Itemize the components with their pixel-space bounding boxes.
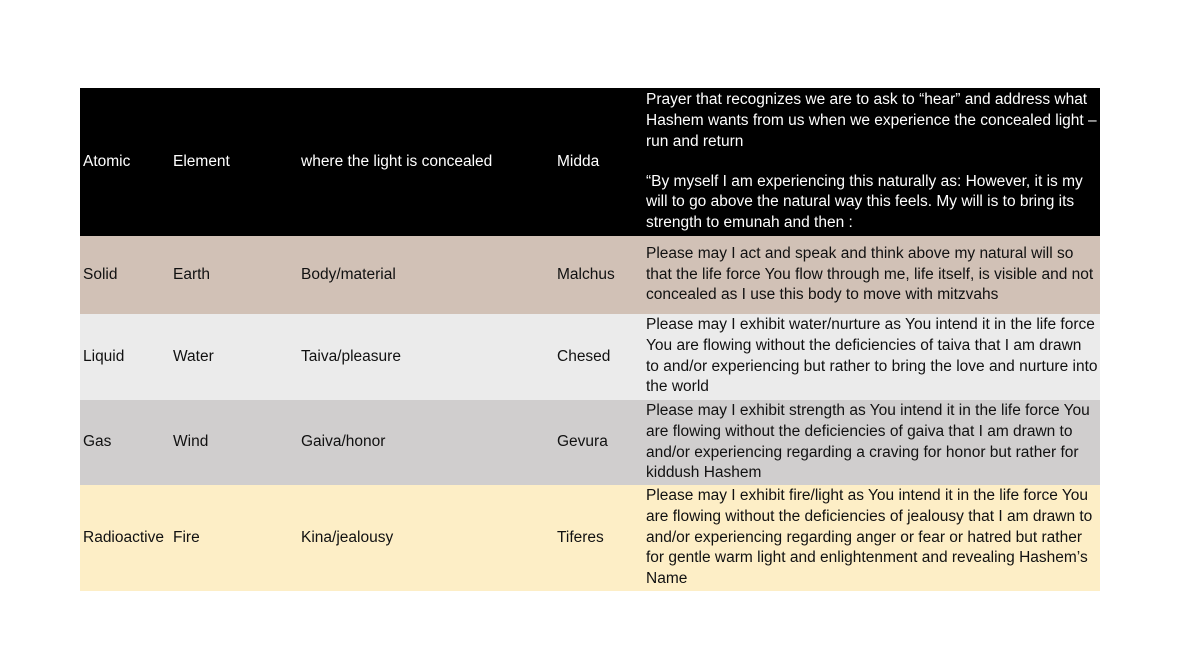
cell-atomic: Solid [83, 265, 118, 283]
table-row-radioactive [80, 485, 1100, 591]
header-element: Element [173, 152, 230, 170]
cell-midda: Malchus [557, 265, 615, 283]
cell-atomic: Liquid [83, 347, 125, 365]
prayer-text: Please may I act and speak and think above my natural will so that the life force You flow through me, life itself, is visible and not concealed as I use this body to move with mitzvahs [646, 244, 1094, 304]
cell-midda: Gevura [557, 433, 608, 451]
header-atomic: Atomic [83, 152, 131, 170]
header-prayer-intro: Prayer that recognizes we are to ask to “hear” and address what Hashem wants from us when we experience the concealed light – run and return [646, 91, 1097, 150]
cell-element: Earth [173, 265, 211, 283]
cell-concealed: Taiva/pleasure [301, 347, 401, 365]
prayer-text: Please may I exhibit water/nurture as You intend it in the life force You are flowing without the deficiencies of taiva that I am drawn to and/or experiencing but rather to bring the love and nurture into the world [646, 316, 1098, 396]
table-row-solid [80, 236, 1100, 314]
table-row-gas [80, 400, 1100, 485]
cell-prayer [643, 314, 1100, 400]
cell-element: Wind [173, 433, 209, 451]
header-midda: Midda [557, 152, 600, 170]
cell-prayer [643, 400, 1100, 485]
prayer-text: Please may I exhibit fire/light as You intend it in the life force You are flowing without the deficiencies of jealousy that I am drawn to and/or experiencing regarding anger or fear or hatred but rather for gentle warm light and enlightenment and revealing Hashem’s Name [646, 487, 1093, 588]
cell-midda: Tiferes [557, 528, 604, 546]
cell-atomic: Gas [83, 433, 112, 451]
cell-prayer [643, 485, 1100, 591]
cell-midda: Chesed [557, 347, 611, 365]
cell-element: Fire [173, 528, 200, 546]
table-row-liquid [80, 314, 1100, 400]
prayer-text: Please may I exhibit strength as You intend it in the life force You are flowing without the deficiencies of gaiva that I am drawn to and/or experiencing regarding a craving for honor but rather for kiddush Hashem [646, 402, 1090, 482]
midda-table [80, 88, 1100, 591]
cell-concealed: Body/material [301, 265, 396, 283]
cell-prayer [643, 236, 1100, 314]
cell-atomic: Radioactive [83, 528, 164, 546]
cell-concealed: Gaiva/honor [301, 433, 386, 451]
cell-element: Water [173, 347, 214, 365]
header-prayer-quote: “By myself I am experiencing this naturally as: However, it is my will to go above the natural way this feels. My will is to bring its strength to emunah and then : [646, 172, 1083, 232]
table-header-row [80, 88, 1100, 236]
header-prayer [643, 88, 1100, 236]
header-concealed: where the light is concealed [301, 152, 493, 170]
cell-concealed: Kina/jealousy [301, 528, 394, 546]
